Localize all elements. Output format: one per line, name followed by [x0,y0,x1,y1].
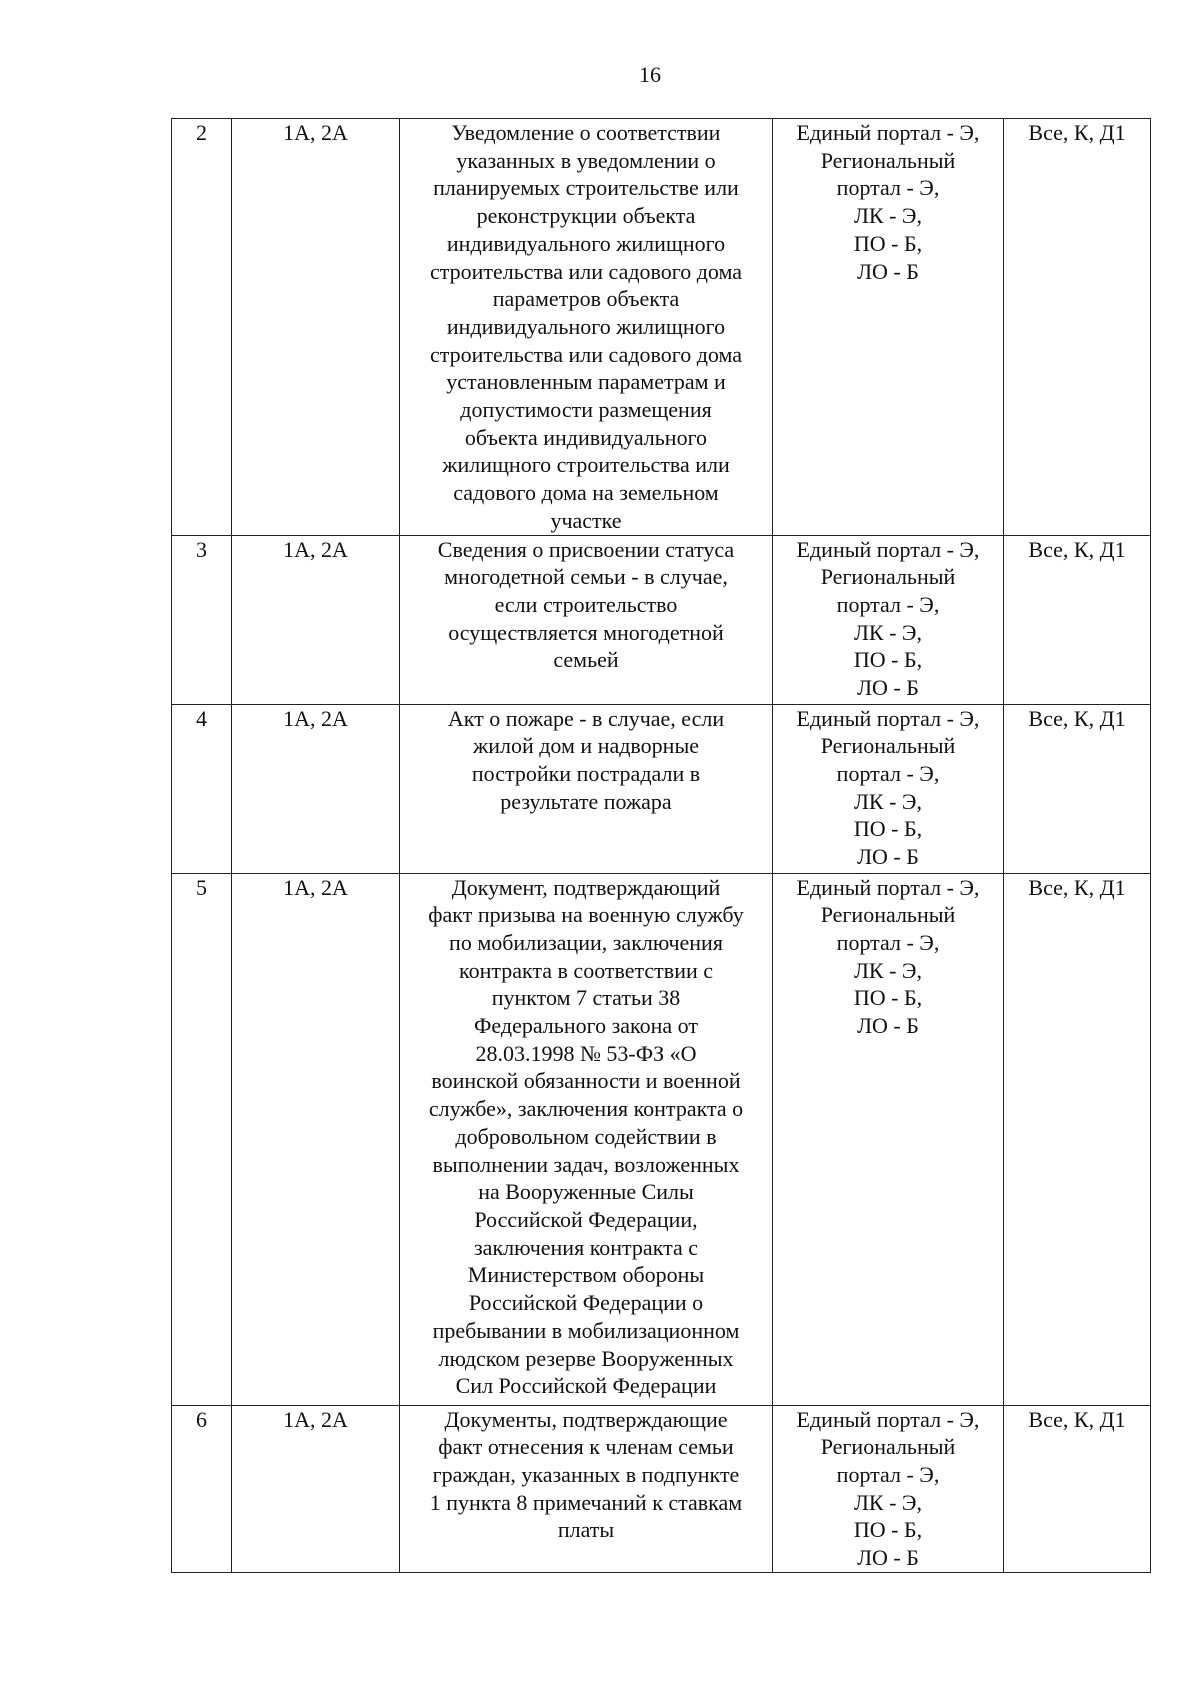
row-category: Все, К, Д1 [1004,704,1151,873]
row-code: 1А, 2А [232,873,400,1405]
row-code: 1А, 2А [232,1405,400,1572]
row-source: Единый портал - Э, Региональный портал - Э, ЛК - Э, ПО - Б, ЛО - Б [773,1405,1004,1572]
row-document: Сведения о присвоении статуса многодетной семьи - в случае, если строительство осуществляется многодетной семьей [400,535,773,704]
row-document: Документ, подтверждающий факт призыва на военную службу по мобилизации, заключения контракта в соответствии с пунктом 7 статьи 38 Федерального закона от 28.03.1998 № 53-ФЗ «О воинской обязанности и военной службе», заключения контракта о добровольном содействии в выполнении задач, возложенных на Вооруженные Силы Российской Федерации, заключения контракта с Министерством обороны Российской Федерации о пребывании в мобилизационном людском резерве Вооруженных Сил Российской Федерации [400,873,773,1405]
row-number: 3 [172,535,232,704]
row-source: Единый портал - Э, Региональный портал - Э, ЛК - Э, ПО - Б, ЛО - Б [773,873,1004,1405]
row-code: 1А, 2А [232,119,400,536]
row-category: Все, К, Д1 [1004,535,1151,704]
row-category: Все, К, Д1 [1004,873,1151,1405]
row-source: Единый портал - Э, Региональный портал - Э, ЛК - Э, ПО - Б, ЛО - Б [773,119,1004,536]
row-category: Все, К, Д1 [1004,119,1151,536]
row-category: Все, К, Д1 [1004,1405,1151,1572]
row-number: 4 [172,704,232,873]
row-document: Уведомление о соответствии указанных в уведомлении о планируемых строительстве или реконструкции объекта индивидуального жилищного строительства или садового дома параметров объекта индивидуального жилищного строительства или садового дома установленным параметрам и допустимости размещения объекта индивидуального жилищного строительства или садового дома на земельном участке [400,119,773,536]
table-row [172,535,1151,704]
row-number: 5 [172,873,232,1405]
row-code: 1А, 2А [232,535,400,704]
row-document: Акт о пожаре - в случае, если жилой дом и надворные постройки пострадали в результате пожара [400,704,773,873]
row-source: Единый портал - Э, Региональный портал - Э, ЛК - Э, ПО - Б, ЛО - Б [773,535,1004,704]
table-row [172,1405,1151,1572]
page-number: 16 [639,62,661,87]
row-code: 1А, 2А [232,704,400,873]
row-number: 6 [172,1405,232,1572]
row-number: 2 [172,119,232,536]
documents-table [171,118,1151,1573]
table-row [172,704,1151,873]
table-row [172,873,1151,1405]
table-row [172,119,1151,536]
row-source: Единый портал - Э, Региональный портал - Э, ЛК - Э, ПО - Б, ЛО - Б [773,704,1004,873]
row-document: Документы, подтверждающие факт отнесения к членам семьи граждан, указанных в подпункте 1 пункта 8 примечаний к ставкам платы [400,1405,773,1572]
